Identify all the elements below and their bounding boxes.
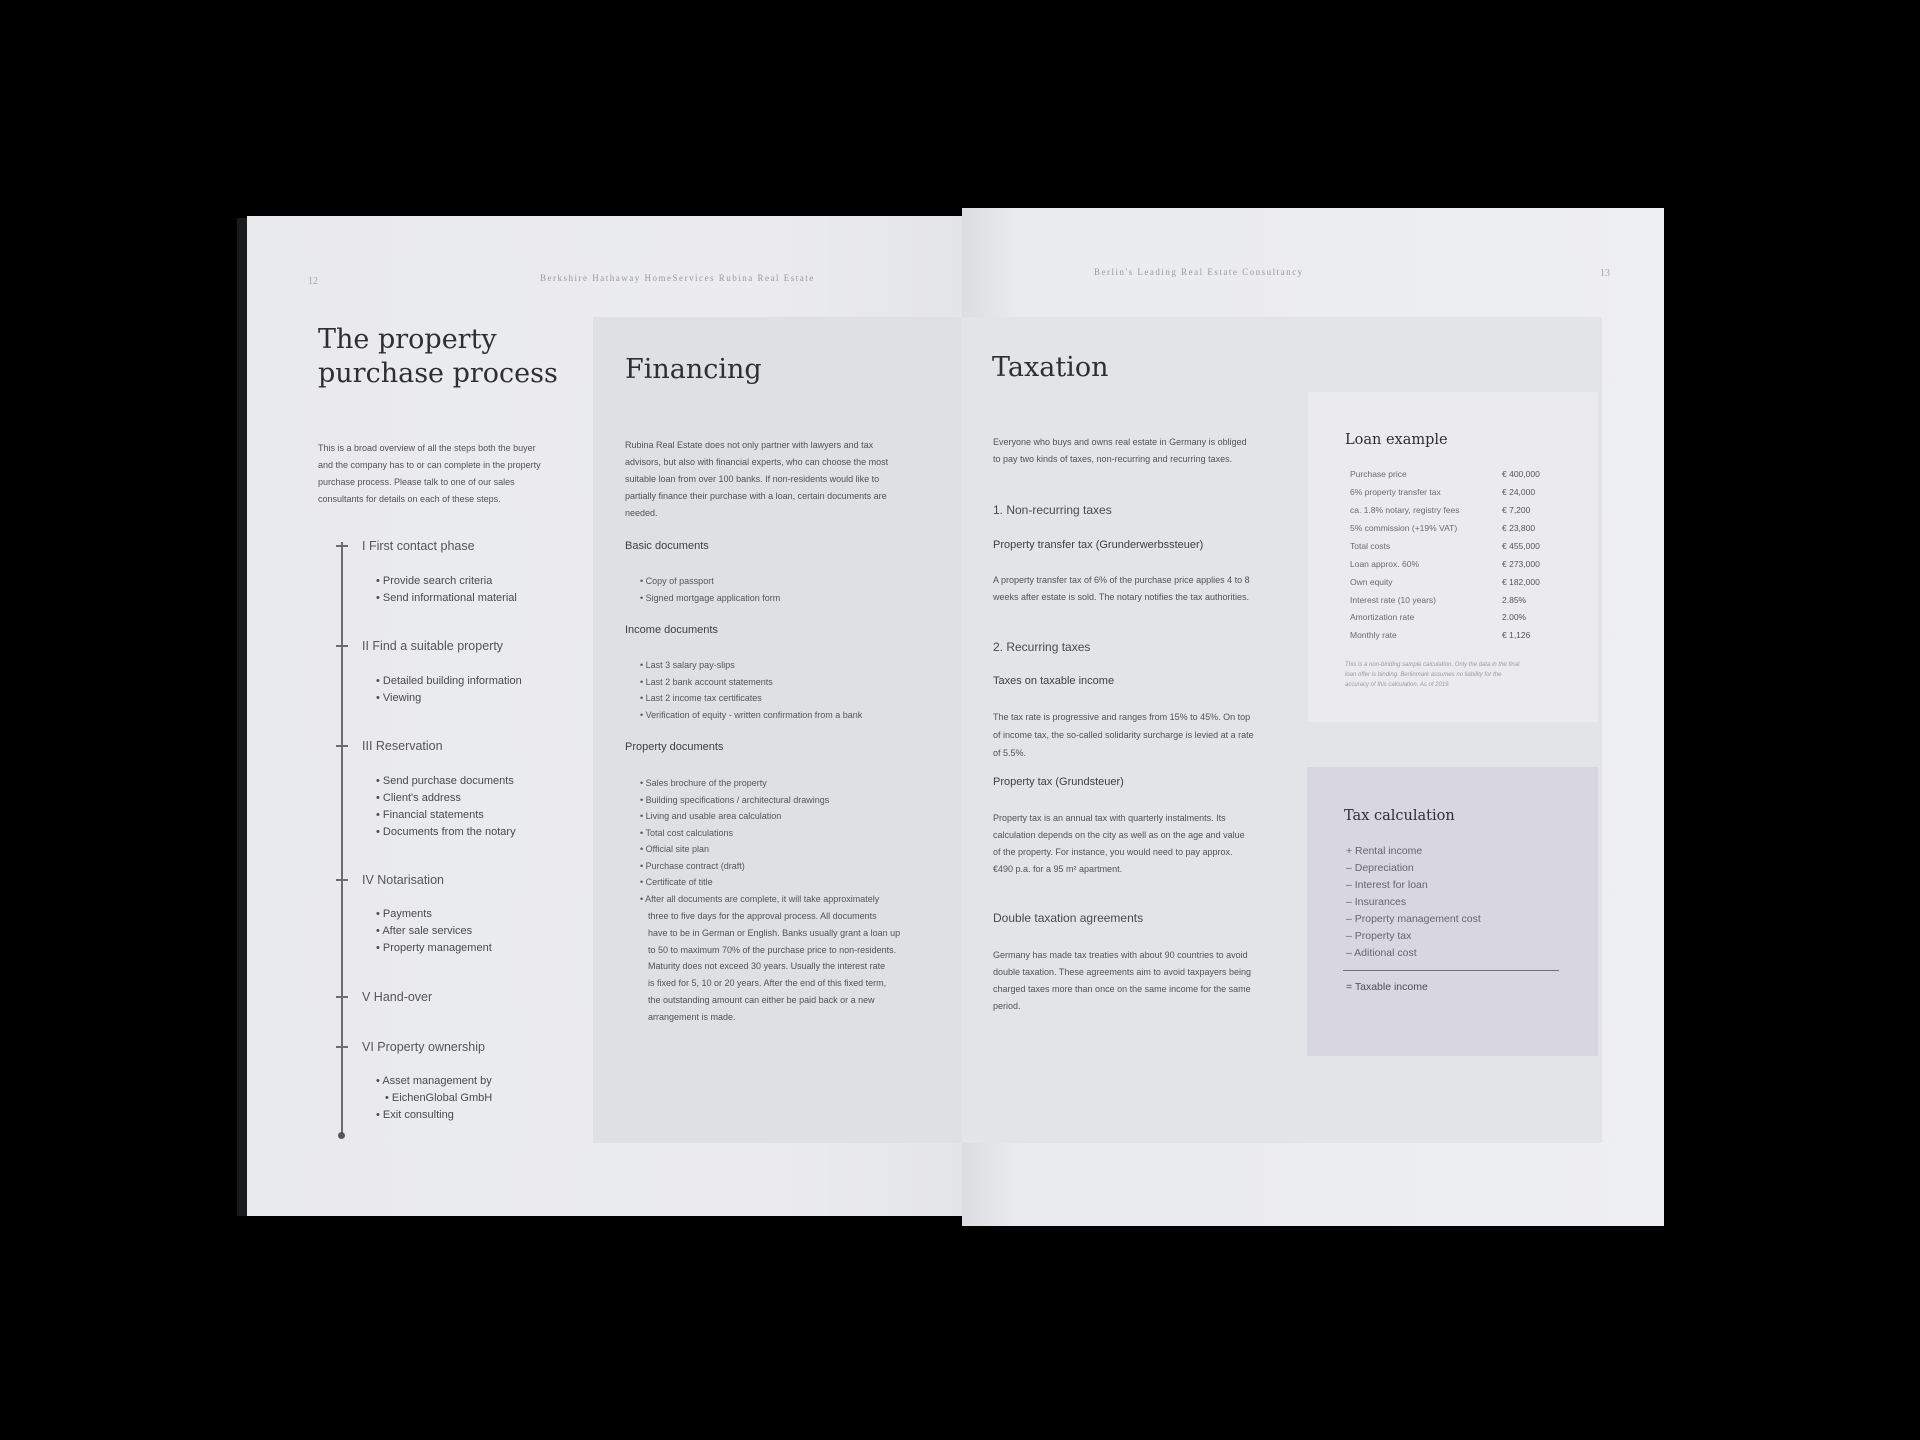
property-tax-text [993,810,1293,878]
income-tax-line: of 5.5%. [993,748,1027,758]
loan-row-value: € 455,000 [1502,541,1540,551]
double-taxation-line: period. [993,1001,1021,1011]
loan-row-value: € 1,126 [1502,630,1531,640]
phase-item: • Payments [376,906,492,923]
process-title [318,323,558,391]
phase-item: • After sale services [376,923,492,940]
loan-row-value: € 7,200 [1502,505,1531,515]
timeline-tick [336,745,348,747]
loan-row-value: 2.85% [1502,595,1527,605]
list-item: • Verification of equity - written confirmation from a bank [640,707,862,724]
financing-intro-line: Rubina Real Estate does not only partner with lawyers and tax [625,440,874,450]
transfer-tax-heading: Property transfer tax (Grunderwerbssteuer) [993,539,1204,551]
loan-row-value: € 273,000 [1502,559,1540,569]
transfer-tax-text [993,572,1293,606]
property-documents-heading: Property documents [625,741,724,753]
double-taxation-text [993,947,1293,1015]
recurring-taxes-heading: 2. Recurring taxes [993,640,1091,654]
transfer-tax-line: weeks after estate is sold. The notary notifies the tax authorities. [993,592,1249,602]
financing-closing-line: to 50 to maximum 70% of the purchase price to non-residents. [648,944,897,955]
phase-5-label: V Hand-over [362,990,433,1004]
timeline-tick [336,645,348,647]
tax-calc-item: – Depreciation [1346,862,1414,874]
timeline-tick [336,1046,348,1048]
financing-closing-line: the outstanding amount can either be paid back or a new [648,994,875,1005]
double-taxation-line: double taxation. These agreements aim to avoid taxpayers being [993,967,1251,977]
loan-row-label: Monthly rate [1350,630,1397,640]
phase-1-items [376,573,517,607]
left-folio: 12 [308,276,318,287]
phase-item: • Provide search criteria [376,573,517,590]
list-item: • Last 2 bank account statements [640,674,862,691]
list-item: • After all documents are complete, it will take approximately [640,891,879,908]
financing-intro-line: suitable loan from over 100 banks. If non-residents would like to [625,474,880,484]
loan-row-label: Total costs [1350,541,1391,551]
list-item: • Purchase contract (draft) [640,858,879,875]
phase-6-label: VI Property ownership [362,1040,485,1054]
property-tax-heading: Property tax (Grundsteuer) [993,776,1124,788]
income-documents-list [640,657,862,723]
financing-closing [648,908,948,1026]
loan-footnote [1345,660,1590,690]
financing-closing-line: three to five days for the approval process. All documents [648,911,877,921]
phase-item: • Asset management by [376,1073,492,1090]
basic-documents-list [640,573,780,606]
phase-item: • Property management [376,940,492,957]
process-title-line-1: The property [318,324,497,355]
property-documents-list [640,775,879,907]
financing-closing-line: is fixed for 5, 10 or 20 years. After the end of this fixed term, [648,978,887,989]
transfer-tax-line: A property transfer tax of 6% of the purchase price applies 4 to 8 [993,575,1250,585]
property-tax-line: calculation depends on the city as well as on the age and value [993,830,1245,840]
phase-3-label: III Reservation [362,739,443,753]
phase-item: • Send informational material [376,590,517,607]
loan-row-label: Purchase price [1350,469,1407,479]
list-item: • Signed mortgage application form [640,590,780,607]
process-title-line-2: purchase process [318,358,558,389]
loan-row-value: € 24,000 [1502,487,1536,497]
loan-row-value: € 400,000 [1502,469,1540,479]
process-intro-line: consultants for details on each of these steps. [318,494,501,504]
phase-item: • Send purchase documents [376,773,516,790]
tax-calc-item: – Insurances [1346,896,1407,908]
basic-documents-heading: Basic documents [625,540,709,552]
list-item: • Official site plan [640,841,879,858]
double-taxation-line: Germany has made tax treaties with about 90 countries to avoid [993,950,1248,960]
taxation-title: Taxation [992,352,1109,383]
double-taxation-heading: Double taxation agreements [993,911,1144,925]
phase-item: • Detailed building information [376,673,522,690]
phase-item: • Viewing [376,690,522,707]
tax-calc-item: – Interest for loan [1346,879,1428,891]
tax-calc-item: + Rental income [1346,845,1423,857]
phase-4-label: IV Notarisation [362,873,444,887]
financing-intro [625,437,945,522]
phase-item: • Documents from the notary [376,824,516,841]
process-intro-line: purchase process. Please talk to one of our sales [318,477,515,487]
income-tax-line: of income tax, the so-called solidarity surcharge is levied at a rate [993,730,1254,740]
left-running-head: Berkshire Hathaway HomeServices Rubina Real Estate [540,273,815,283]
financing-closing-line: Maturity does not exceed 30 years. Usually the interest rate [648,961,886,972]
phase-item: • Client's address [376,790,516,807]
phase-item: • EichenGlobal GmbH [376,1090,492,1107]
phase-2-label: II Find a suitable property [362,639,504,653]
loan-footnote-line: accuracy of this calculation. As of 2019. [1345,682,1451,688]
phase-3-items [376,773,516,841]
tax-calc-result: = Taxable income [1346,981,1428,993]
property-tax-line: of the property. For instance, you would need to pay approx. [993,847,1233,857]
tax-calc-item: – Property tax [1346,930,1412,942]
financing-closing-line: have to be in German or English. Banks usually grant a loan up [648,927,901,938]
timeline-tick [336,545,348,547]
phase-2-items [376,673,522,707]
timeline-tick [336,879,348,881]
property-tax-line: Property tax is an annual tax with quarterly instalments. Its [993,813,1226,823]
process-intro-line: This is a broad overview of all the steps both the buyer [318,443,536,453]
loan-row-label: 5% commission (+19% VAT) [1350,523,1458,533]
loan-row-label: Amortization rate [1350,612,1415,622]
phase-item: • Exit consulting [376,1107,492,1124]
loan-footnote-line: This is a non-binding sample calculation. Only the data in the final [1345,662,1520,668]
loan-row-value: 2.00% [1502,612,1527,622]
financing-closing-line: arrangement is made. [648,1011,736,1022]
phase-4-items [376,906,492,957]
taxation-intro-line: Everyone who buys and owns real estate in Germany is obliged [993,437,1247,447]
financing-intro-line: advisors, but also with financial experts, who can choose the most [625,457,889,467]
tax-calculation-title: Tax calculation [1344,808,1455,824]
right-folio: 13 [1600,268,1610,279]
tax-calc-divider [1343,970,1559,971]
loan-row-label: Interest rate (10 years) [1350,595,1436,605]
taxation-intro-line: to pay two kinds of taxes, non-recurring and recurring taxes. [993,454,1233,464]
loan-example-title: Loan example [1345,432,1448,448]
list-item: • Certificate of title [640,874,879,891]
property-tax-line: €490 p.a. for a 95 m² apartment. [993,864,1123,874]
financing-intro-line: partially finance their purchase with a loan, certain documents are [625,491,887,501]
financing-intro-line: needed. [625,508,658,518]
loan-footnote-line: loan offer is binding. Berlinmark assumes no liability for the [1345,672,1502,678]
taxation-intro [993,434,1293,468]
list-item: • Sales brochure of the property [640,775,879,792]
list-item: • Last 2 income tax certificates [640,690,862,707]
process-intro [318,440,568,508]
loan-row-value: € 182,000 [1502,577,1540,587]
loan-row-value: € 23,800 [1502,523,1536,533]
tax-calc-item: – Property management cost [1346,913,1481,925]
income-tax-text [993,708,1293,762]
list-item: • Living and usable area calculation [640,808,879,825]
income-tax-line: The tax rate is progressive and ranges from 15% to 45%. On top [993,712,1251,722]
list-item: • Total cost calculations [640,825,879,842]
income-documents-heading: Income documents [625,624,718,636]
list-item: • Last 3 salary pay-slips [640,657,862,674]
list-item: • Copy of passport [640,573,780,590]
loan-row-label: 6% property transfer tax [1350,487,1441,497]
right-running-head: Berlin's Leading Real Estate Consultancy [1094,267,1304,277]
phase-1-label: I First contact phase [362,539,475,553]
income-tax-heading: Taxes on taxable income [993,675,1115,687]
timeline-end-dot [338,1132,345,1139]
process-intro-line: and the company has to or can complete in the property [318,460,541,470]
phase-6-items [376,1073,492,1124]
loan-row-label: Own equity [1350,577,1393,587]
double-taxation-line: charged taxes more than once on the same income for the same [993,984,1251,994]
timeline-tick [336,996,348,998]
loan-row-label: ca. 1.8% notary, registry fees [1350,505,1460,515]
loan-row-label: Loan approx. 60% [1350,559,1419,569]
non-recurring-taxes-heading: 1. Non-recurring taxes [993,503,1112,517]
tax-calc-item: – Aditional cost [1346,947,1417,959]
phase-item: • Financial statements [376,807,516,824]
financing-title: Financing [625,354,762,385]
list-item: • Building specifications / architectural drawings [640,792,879,809]
